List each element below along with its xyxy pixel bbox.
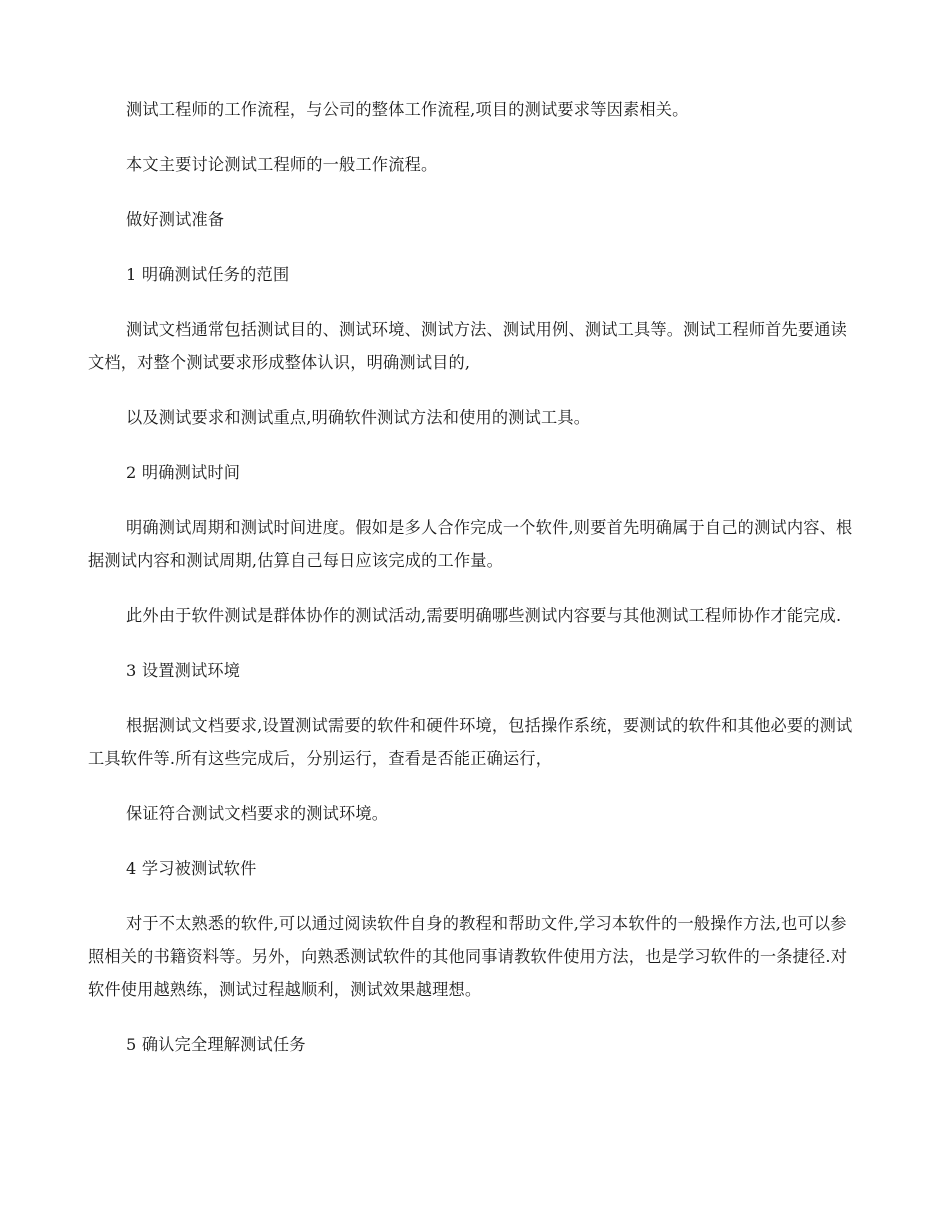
paragraph-test-schedule: 明确测试周期和测试时间进度。假如是多人合作完成一个软件,则要首先明确属于自己的测试内容、根据测试内容和测试周期,估算自己每日应该完成的工作量。 [88,518,853,570]
subsection-heading-5: 5 确认完全理解测试任务 [126,1035,306,1054]
subsection-heading-2: 2 明确测试时间 [126,463,241,482]
subsection-heading-3: 3 设置测试环境 [126,661,241,680]
paragraph-intro: 测试工程师的工作流程，与公司的整体工作流程,项目的测试要求等因素相关。 [126,100,689,119]
paragraph-environment: 根据测试文档要求,设置测试需要的软件和硬件环境，包括操作系统，要测试的软件和其他必要的测试工具软件等.所有这些完成后，分别运行，查看是否能正确运行， [88,716,853,768]
subsection-heading-1: 1 明确测试任务的范围 [126,265,290,284]
paragraph-learn-software: 对于不太熟悉的软件,可以通过阅读软件自身的教程和帮助文件,学习本软件的一般操作方法,也可以参照相关的书籍资料等。另外，向熟悉测试软件的其他同事请教软件使用方法，也是学习软件的一条捷径.对软件使用越熟练，测试过程越顺利，测试效果越理想。 [88,914,848,999]
paragraph-collaboration: 此外由于软件测试是群体协作的测试活动,需要明确哪些测试内容要与其他测试工程师协作才能完成. [126,606,842,625]
paragraph-test-docs: 测试文档通常包括测试目的、测试环境、测试方法、测试用例、测试工具等。测试工程师首先要通读文档，对整个测试要求形成整体认识，明确测试目的, [88,320,848,372]
paragraph-environment-ensure: 保证符合测试文档要求的测试环境。 [126,804,389,823]
subsection-heading-4: 4 学习被测试软件 [126,859,257,878]
section-heading-prepare: 做好测试准备 [126,210,225,229]
paragraph-scope: 本文主要讨论测试工程师的一般工作流程。 [126,155,438,174]
paragraph-test-focus: 以及测试要求和测试重点,明确软件测试方法和使用的测试工具。 [126,408,591,427]
